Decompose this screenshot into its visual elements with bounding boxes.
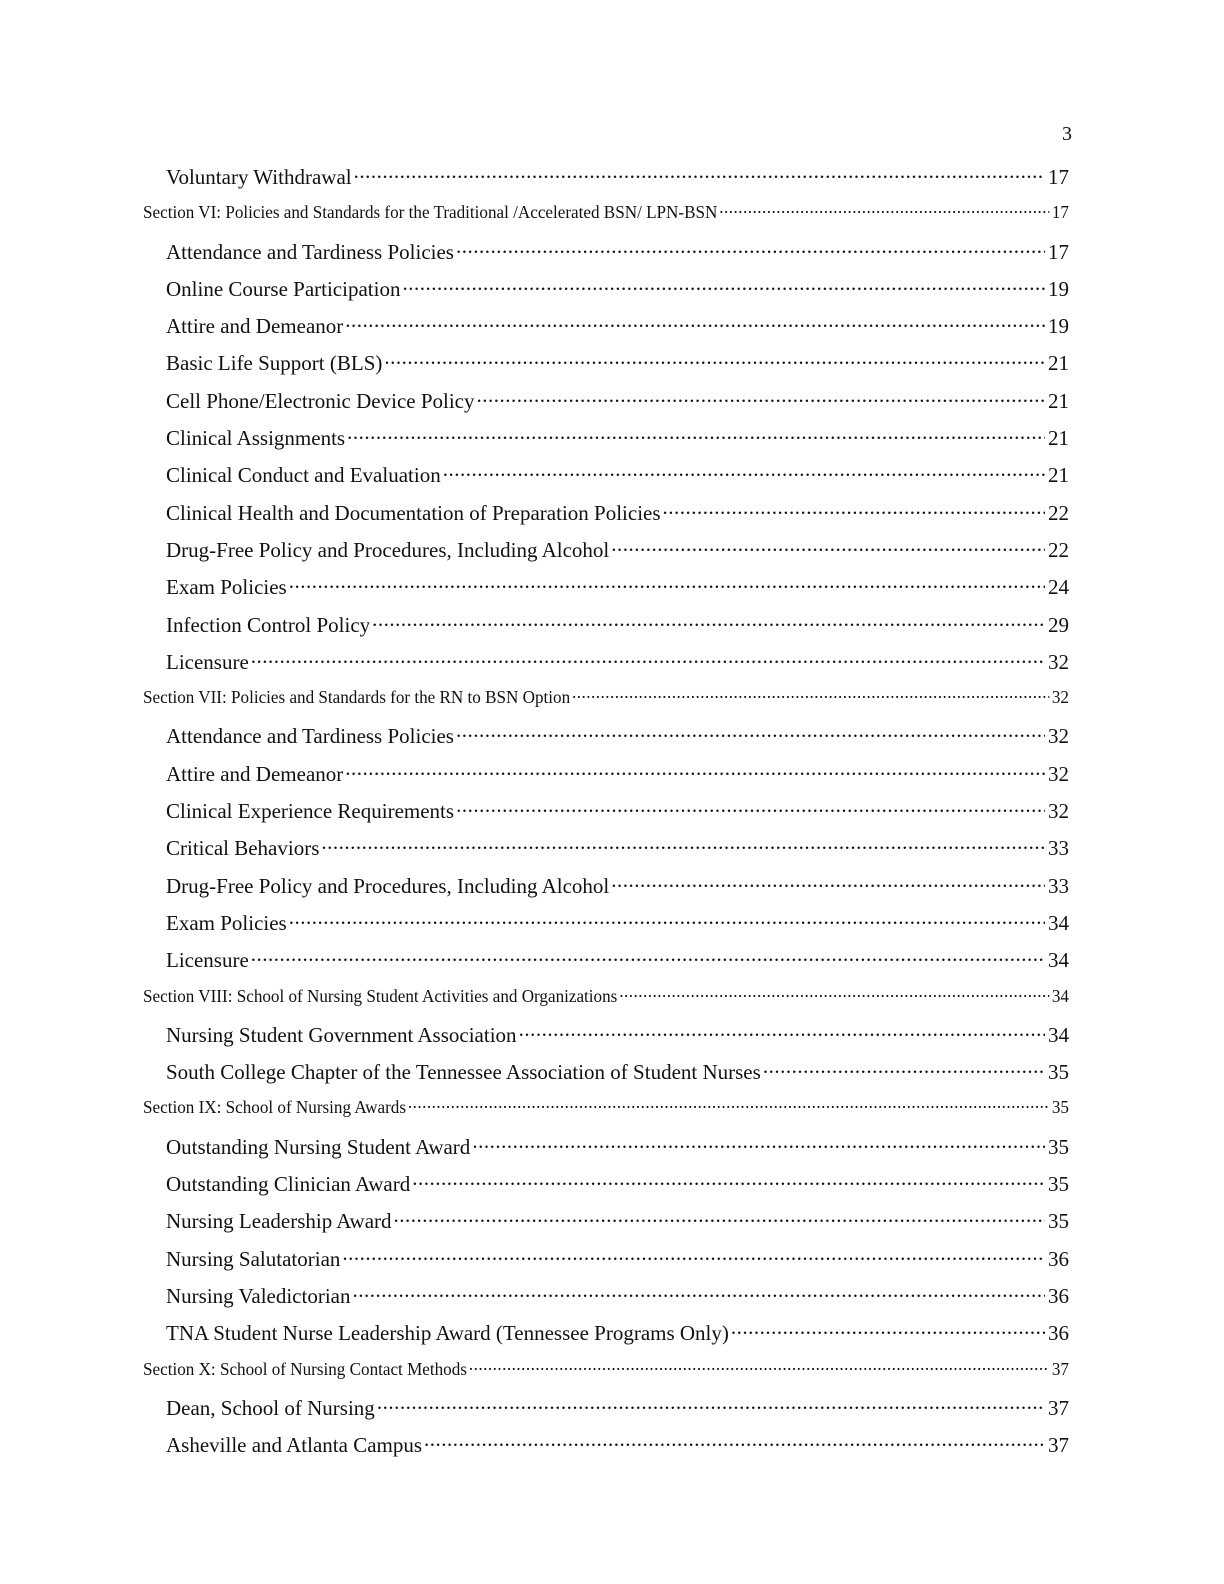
toc-entry-label: Critical Behaviors	[166, 836, 320, 861]
page-number: 3	[1062, 123, 1072, 145]
toc-entry[interactable]	[143, 461, 1069, 498]
toc-entry-page: 33	[1048, 873, 1069, 898]
toc-entry-page: 32	[1048, 761, 1069, 786]
dot-leader	[611, 872, 1045, 893]
toc-entry-label: Exam Policies	[166, 575, 287, 600]
toc-entry[interactable]	[143, 349, 1069, 386]
toc-entry-label: Attendance and Tardiness Policies	[166, 724, 454, 749]
toc-entry[interactable]	[143, 797, 1069, 834]
dot-leader	[372, 611, 1045, 632]
toc-entry[interactable]	[143, 872, 1069, 909]
toc-entry-label: Attire and Demeanor	[166, 761, 344, 786]
dot-leader	[377, 1394, 1045, 1415]
dot-leader	[394, 1207, 1045, 1228]
toc-entry-page: 35	[1048, 1060, 1069, 1085]
toc-entry-page: 35	[1048, 1134, 1069, 1159]
toc-entry-page: 32	[1051, 687, 1069, 708]
toc-entry-page: 22	[1048, 500, 1069, 525]
toc-entry-page: 33	[1048, 836, 1069, 861]
toc-entry[interactable]	[143, 909, 1069, 946]
toc-entry-page: 29	[1048, 612, 1069, 637]
toc-entry-page: 17	[1048, 165, 1069, 189]
toc-entry-label: Outstanding Clinician Award	[166, 1172, 411, 1197]
toc-entry-label: Online Course Participation	[166, 276, 401, 301]
toc-entry-page: 17	[1048, 239, 1069, 264]
toc-entry-page: 37	[1048, 1395, 1069, 1420]
dot-leader	[456, 722, 1045, 743]
toc-entry[interactable]	[143, 760, 1069, 797]
dot-leader	[572, 685, 1049, 703]
toc-entry-page: 32	[1048, 649, 1069, 674]
toc-entry-label: Exam Policies	[166, 910, 287, 935]
toc-section-heading[interactable]	[143, 685, 1069, 722]
toc-entry-label: Section VIII: School of Nursing Student Activities and Organizations	[143, 985, 618, 1006]
dot-leader	[289, 909, 1045, 930]
toc-entry[interactable]	[143, 1170, 1069, 1207]
toc-entry-page: 34	[1048, 910, 1069, 935]
toc-entry-page: 32	[1048, 799, 1069, 824]
toc-entry-page: 32	[1048, 724, 1069, 749]
dot-leader	[472, 1133, 1045, 1154]
toc-entry-label: Basic Life Support (BLS)	[166, 351, 383, 376]
dot-leader	[321, 834, 1045, 855]
toc-entry[interactable]	[143, 238, 1069, 275]
toc-section-heading[interactable]	[143, 984, 1069, 1021]
toc-entry-page: 35	[1048, 1172, 1069, 1197]
toc-entry-label: Outstanding Nursing Student Award	[166, 1134, 471, 1159]
toc-entry-page: 19	[1048, 314, 1069, 339]
toc-entry-page: 36	[1048, 1246, 1069, 1271]
toc-entry-label: TNA Student Nurse Leadership Award (Tennessee Programs Only)	[166, 1321, 729, 1346]
dot-leader	[345, 312, 1045, 333]
toc-entry-page: 37	[1051, 1358, 1069, 1379]
toc-entry[interactable]	[143, 1058, 1069, 1095]
dot-leader	[731, 1319, 1045, 1340]
dot-leader	[412, 1170, 1045, 1191]
toc-entry[interactable]	[143, 1207, 1069, 1244]
dot-leader	[289, 573, 1045, 594]
dot-leader	[251, 946, 1045, 967]
toc-entry-label: Section X: School of Nursing Contact Methods	[143, 1358, 467, 1379]
toc-entry-label: Clinical Experience Requirements	[166, 799, 455, 824]
dot-leader	[719, 200, 1049, 218]
toc-entry-label: Licensure	[166, 948, 249, 973]
toc-entry-label: Clinical Assignments	[166, 426, 346, 451]
dot-leader	[424, 1431, 1045, 1452]
toc-entry-page: 22	[1048, 537, 1069, 562]
dot-leader	[456, 238, 1045, 259]
dot-leader	[384, 349, 1045, 370]
toc-entry[interactable]	[143, 946, 1069, 983]
toc-entry[interactable]	[143, 1245, 1069, 1282]
toc-section-heading[interactable]	[143, 1095, 1069, 1132]
toc-entry[interactable]	[143, 499, 1069, 536]
toc-entry-label: Nursing Leadership Award	[166, 1209, 392, 1234]
toc-entry[interactable]	[143, 834, 1069, 871]
toc-entry-page: 34	[1051, 985, 1069, 1006]
dot-leader	[469, 1357, 1049, 1375]
toc-entry-label: Attire and Demeanor	[166, 314, 344, 339]
toc-section-heading[interactable]	[143, 1357, 1069, 1394]
toc-entry[interactable]	[143, 163, 1069, 200]
toc-entry-label: Cell Phone/Electronic Device Policy	[166, 388, 475, 413]
dot-leader	[353, 1282, 1046, 1303]
dot-leader	[477, 387, 1046, 408]
dot-leader	[519, 1021, 1045, 1042]
toc-entry-page: 34	[1048, 1022, 1069, 1047]
toc-entry[interactable]	[143, 722, 1069, 759]
toc-entry-page: 36	[1048, 1283, 1069, 1308]
toc-entry[interactable]	[143, 1021, 1069, 1058]
dot-leader	[408, 1095, 1049, 1113]
toc-entry-label: Section VII: Policies and Standards for the RN to BSN Option	[143, 687, 571, 708]
dot-leader	[342, 1245, 1045, 1266]
toc-entry-label: Drug-Free Policy and Procedures, Including Alcohol	[166, 537, 610, 562]
dot-leader	[619, 984, 1049, 1002]
toc-entry-page: 37	[1048, 1433, 1069, 1458]
toc-entry-label: Section VI: Policies and Standards for the Traditional /Accelerated BSN/ LPN-BSN	[143, 202, 718, 223]
toc-entry[interactable]	[143, 1431, 1069, 1468]
dot-leader	[663, 499, 1045, 520]
dot-leader	[354, 163, 1045, 184]
toc-entry-label: Nursing Salutatorian	[166, 1246, 341, 1271]
toc-entry-page: 21	[1048, 426, 1069, 451]
toc-entry[interactable]	[143, 648, 1069, 685]
dot-leader	[456, 797, 1045, 818]
toc-entry-label: Asheville and Atlanta Campus	[166, 1433, 423, 1458]
toc-entry[interactable]	[143, 312, 1069, 349]
toc-entry-label: Nursing Student Government Association	[166, 1022, 517, 1047]
toc-entry-page: 34	[1048, 948, 1069, 973]
toc-entry-label: Clinical Conduct and Evaluation	[166, 463, 441, 488]
dot-leader	[251, 648, 1045, 669]
dot-leader	[763, 1058, 1045, 1079]
toc-entry-page: 24	[1048, 575, 1069, 600]
toc-entry[interactable]	[143, 275, 1069, 312]
toc-entry-label: Clinical Health and Documentation of Preparation Policies	[166, 500, 661, 525]
dot-leader	[345, 760, 1045, 781]
toc-entry[interactable]	[143, 1133, 1069, 1170]
toc-entry-label: Attendance and Tardiness Policies	[166, 239, 454, 264]
toc-entry-label: South College Chapter of the Tennessee Association of Student Nurses	[166, 1060, 761, 1085]
toc-entry-label: Section IX: School of Nursing Awards	[143, 1097, 406, 1118]
toc-entry[interactable]	[143, 387, 1069, 424]
toc-entry-page: 35	[1048, 1209, 1069, 1234]
toc-entry[interactable]	[143, 573, 1069, 610]
toc-entry[interactable]	[143, 1319, 1069, 1356]
toc-entry-label: Drug-Free Policy and Procedures, Including Alcohol	[166, 873, 610, 898]
table-of-contents	[143, 163, 1069, 1468]
toc-entry-label: Dean, School of Nursing	[166, 1395, 375, 1420]
toc-entry[interactable]	[143, 1394, 1069, 1431]
toc-entry-label: Nursing Valedictorian	[166, 1283, 351, 1308]
toc-entry-page: 21	[1048, 463, 1069, 488]
toc-entry-page: 21	[1048, 351, 1069, 376]
dot-leader	[611, 536, 1045, 557]
dot-leader	[347, 424, 1045, 445]
toc-entry-label: Voluntary Withdrawal	[166, 165, 352, 189]
toc-entry[interactable]	[143, 536, 1069, 573]
toc-entry-page: 17	[1051, 202, 1069, 223]
toc-entry-page: 35	[1051, 1097, 1069, 1118]
toc-entry[interactable]	[143, 1282, 1069, 1319]
toc-entry-page: 19	[1048, 276, 1069, 301]
dot-leader	[402, 275, 1045, 296]
toc-entry[interactable]	[143, 424, 1069, 461]
dot-leader	[443, 461, 1045, 482]
toc-section-heading[interactable]	[143, 200, 1069, 237]
toc-entry[interactable]	[143, 611, 1069, 648]
toc-entry-page: 21	[1048, 388, 1069, 413]
toc-entry-label: Licensure	[166, 649, 249, 674]
toc-entry-label: Infection Control Policy	[166, 612, 371, 637]
toc-entry-page: 36	[1048, 1321, 1069, 1346]
